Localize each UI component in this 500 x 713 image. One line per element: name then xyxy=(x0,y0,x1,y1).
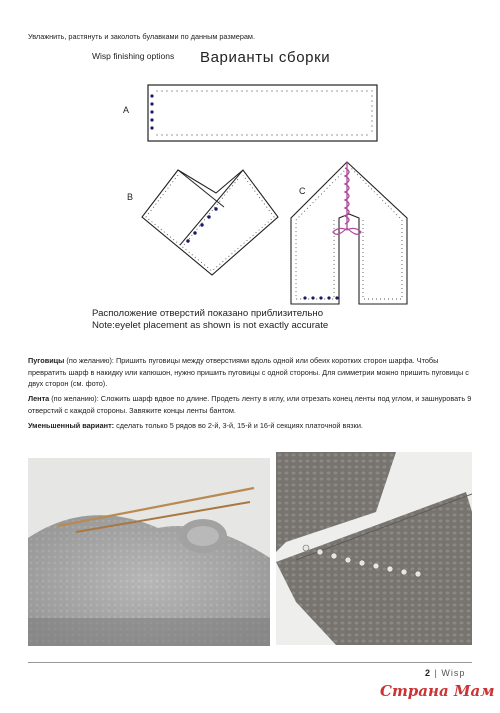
stitch-dot xyxy=(286,134,287,135)
stitch-dot xyxy=(371,130,372,131)
stitch-dot xyxy=(306,134,307,135)
stitch-dot xyxy=(371,100,372,101)
stitch-dot xyxy=(256,134,257,135)
stitch-dot xyxy=(301,90,302,91)
stitch-dot xyxy=(236,90,237,91)
stitch-dot xyxy=(241,90,242,91)
buttons-paragraph xyxy=(28,355,473,390)
stitch-dot xyxy=(366,90,367,91)
stitch-dot xyxy=(286,90,287,91)
stitch-dot xyxy=(371,115,372,116)
stitch-dot xyxy=(226,134,227,135)
stitch-dot xyxy=(241,134,242,135)
stitch-dot xyxy=(221,134,222,135)
option-b-label: B xyxy=(127,192,134,202)
option-c-label: C xyxy=(299,186,306,196)
stitch-dot xyxy=(371,110,372,111)
ribbon-optional: (по желанию): xyxy=(49,394,101,403)
stitch-dot xyxy=(176,90,177,91)
stitch-dot xyxy=(301,134,302,135)
stitch-dot xyxy=(171,134,172,135)
footer-title: Wisp xyxy=(441,668,466,678)
stitch-dot xyxy=(266,134,267,135)
stitch-dot xyxy=(356,134,357,135)
stitch-dot xyxy=(346,134,347,135)
stitch-dot xyxy=(226,90,227,91)
stitch-dot xyxy=(211,134,212,135)
stitch-dot xyxy=(371,90,372,91)
stitch-dot xyxy=(366,134,367,135)
stitch-dot xyxy=(186,90,187,91)
stitch-dot xyxy=(371,95,372,96)
stitch-dot xyxy=(236,134,237,135)
stitch-dot xyxy=(256,90,257,91)
stitch-dot xyxy=(206,134,207,135)
stitch-dot xyxy=(311,134,312,135)
stitch-dot xyxy=(316,134,317,135)
stitch-dot xyxy=(166,134,167,135)
stitch-dot xyxy=(371,125,372,126)
stitch-dot xyxy=(276,134,277,135)
option-a-diagram xyxy=(145,82,381,144)
stitch-dot xyxy=(296,90,297,91)
stitch-dot xyxy=(316,90,317,91)
stitch-dot xyxy=(231,90,232,91)
diagram-title-en: Wisp finishing options xyxy=(92,51,175,61)
stitch-dot xyxy=(191,134,192,135)
stitch-dot xyxy=(251,134,252,135)
buttons-optional: (по желанию): xyxy=(64,356,116,365)
option-a-label: A xyxy=(123,105,130,115)
scarf-buttons-photo xyxy=(276,452,472,645)
buttons-text: Пришить пуговицы между отверстиями вдоль одной или обеих коротких сторон шарфа. Чтобы превратить шарф в накидку или капюшон, нужно пришить пуговицы с одной стороны. Для симметрии можно пришить пуговицы с двух сторон (см. фото). xyxy=(28,356,469,388)
stitch-dot xyxy=(351,90,352,91)
eyelet-note-ru: Расположение отверстий показано приблизительно xyxy=(92,308,324,319)
eyelet-note-en: Note:eyelet placement as shown is not exactly accurate xyxy=(92,320,329,331)
stitch-dot xyxy=(306,90,307,91)
stitch-dot xyxy=(156,90,157,91)
stitch-dot xyxy=(231,134,232,135)
stitch-dot xyxy=(266,90,267,91)
stitch-dot xyxy=(221,90,222,91)
stitch-dot xyxy=(181,134,182,135)
stitch-dot xyxy=(261,134,262,135)
stitch-dot xyxy=(171,90,172,91)
stitch-dot xyxy=(246,90,247,91)
stitch-dot xyxy=(166,90,167,91)
stitch-dot xyxy=(361,90,362,91)
stitch-dot xyxy=(246,134,247,135)
ribbon-text: Сложить шарф вдвое по длине. Продеть ленту в иглу, или отрезать конец ленты под углом, и зашнуровать 9 отверстий с каждой стороны. Завяжите концы ленты бантом. xyxy=(28,394,472,415)
stitch-dot xyxy=(181,90,182,91)
stitch-dot xyxy=(296,134,297,135)
stitch-dot xyxy=(216,90,217,91)
stitch-dot xyxy=(336,134,337,135)
stitch-dot xyxy=(346,90,347,91)
footer-rule xyxy=(28,662,472,663)
reduced-text: сделать только 5 рядов во 2-й, 3-й, 15-й и 16-й секциях платочной вязки. xyxy=(114,421,363,430)
stitch-dot xyxy=(261,90,262,91)
stitch-dot xyxy=(356,90,357,91)
stitch-dot xyxy=(341,90,342,91)
stitch-dot xyxy=(201,90,202,91)
reduced-heading: Уменьшенный вариант: xyxy=(28,421,115,430)
stitch-dot xyxy=(336,90,337,91)
stitch-dot xyxy=(201,134,202,135)
stitch-dot xyxy=(156,134,157,135)
stitch-dot xyxy=(271,134,272,135)
stitch-dot xyxy=(361,134,362,135)
watermark-logo: Страна Мам xyxy=(380,682,495,700)
stitch-dot xyxy=(211,90,212,91)
stitch-dot xyxy=(371,105,372,106)
stitch-dot xyxy=(281,134,282,135)
stitch-dot xyxy=(321,134,322,135)
option-c-diagram xyxy=(287,158,412,310)
stitch-dot xyxy=(326,134,327,135)
stitch-dot xyxy=(251,90,252,91)
ribbon-heading: Лента xyxy=(28,394,50,403)
stitch-dot xyxy=(281,90,282,91)
knitting-photo xyxy=(28,458,270,646)
stitch-dot xyxy=(191,90,192,91)
stitch-dot xyxy=(331,134,332,135)
stitch-dot xyxy=(271,90,272,91)
option-b-diagram xyxy=(140,165,282,280)
stitch-dot xyxy=(161,134,162,135)
page-number: 2 xyxy=(425,668,432,678)
footer-separator: | xyxy=(431,668,442,678)
stitch-dot xyxy=(311,90,312,91)
stitch-dot xyxy=(331,90,332,91)
stitch-dot xyxy=(291,90,292,91)
stitch-dot xyxy=(351,134,352,135)
stitch-dot xyxy=(276,90,277,91)
diagram-title-ru: Варианты сборки xyxy=(200,49,331,66)
stitch-dot xyxy=(196,90,197,91)
stitch-dot xyxy=(161,90,162,91)
stitch-dot xyxy=(186,134,187,135)
wrap-outline-b xyxy=(142,170,278,275)
stitch-dot xyxy=(216,134,217,135)
stitch-dot xyxy=(176,134,177,135)
stitch-dot xyxy=(341,134,342,135)
stitch-dot xyxy=(326,90,327,91)
stitch-dot xyxy=(321,90,322,91)
footer xyxy=(425,668,465,678)
ribbon-paragraph xyxy=(28,393,473,416)
stitch-dot xyxy=(291,134,292,135)
stitch-dot xyxy=(206,90,207,91)
stitch-dot xyxy=(196,134,197,135)
hood-outline-c xyxy=(291,162,407,304)
reduced-paragraph xyxy=(28,420,473,432)
intro-text: Увлажнить, растянуть и заколоть булавками по данным размерам. xyxy=(28,32,255,41)
stitch-dot xyxy=(371,120,372,121)
scarf-outline-a xyxy=(148,85,377,141)
buttons-heading: Пуговицы xyxy=(28,356,65,365)
